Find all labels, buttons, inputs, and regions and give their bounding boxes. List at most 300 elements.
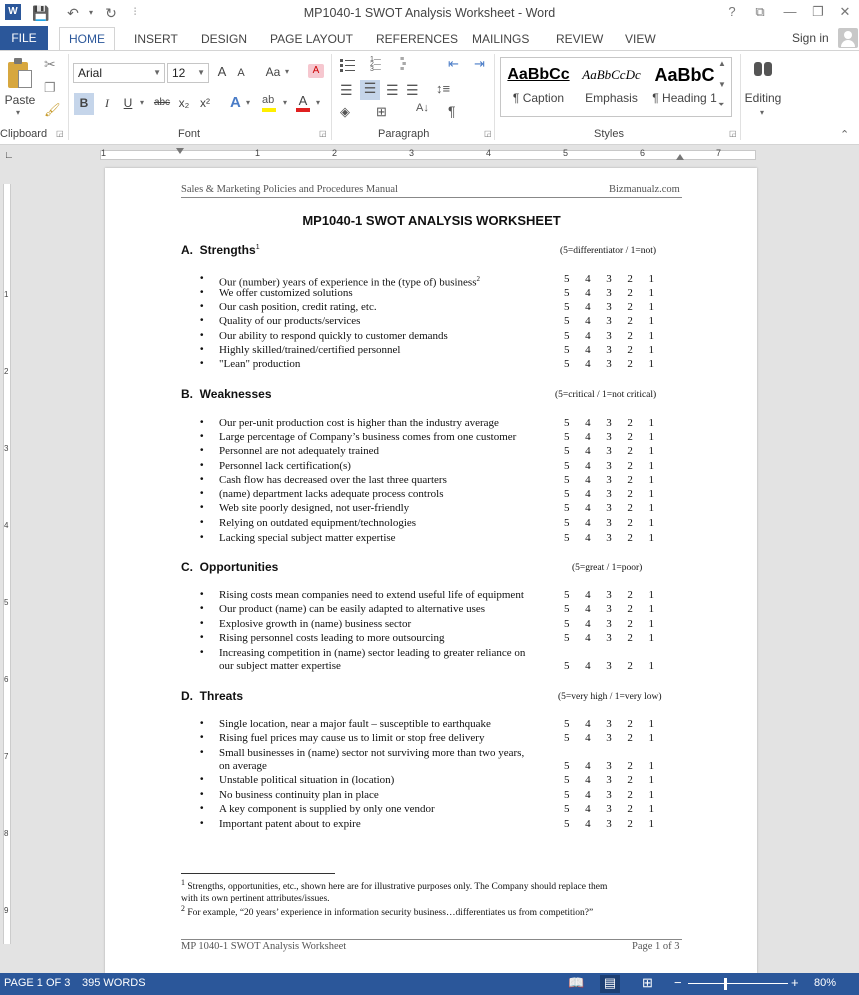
font-color-dropdown-icon[interactable]: ▾: [316, 98, 321, 107]
style-emphasis[interactable]: [576, 59, 647, 115]
web-layout-icon[interactable]: ⊞: [642, 975, 653, 990]
rating-value[interactable]: 1: [648, 502, 654, 514]
swot-item: Lacking special subject matter expertise: [219, 532, 396, 544]
rating-value[interactable]: 5: [564, 732, 570, 744]
text-effects-dropdown-icon[interactable]: ▾: [246, 98, 251, 107]
rating-value[interactable]: 3: [606, 417, 612, 429]
rating-value[interactable]: 4: [585, 358, 591, 370]
rating-value[interactable]: 1: [648, 803, 654, 815]
tab-view[interactable]: VIEW: [625, 32, 656, 46]
minimize-button[interactable]: —: [783, 4, 797, 19]
rating-value[interactable]: 4: [585, 431, 591, 443]
rating-value[interactable]: 5: [564, 358, 570, 370]
tab-home[interactable]: HOME: [59, 27, 115, 51]
vruler-number: 4: [4, 521, 9, 530]
bullet-icon: •: [200, 460, 204, 471]
rating-value[interactable]: 4: [585, 273, 591, 285]
rating-value[interactable]: 5: [564, 532, 570, 544]
undo-icon[interactable]: ↶: [67, 5, 79, 21]
section-heading: B. Weaknesses: [181, 387, 272, 401]
rating-value[interactable]: 1: [648, 344, 654, 356]
bullet-icon: •: [200, 488, 204, 499]
swot-item: Quality of our products/services: [219, 315, 361, 327]
rating-value[interactable]: 5: [564, 431, 570, 443]
styles-group-label: Styles: [594, 128, 624, 140]
swot-item: Unstable political situation in (location): [219, 774, 395, 786]
close-button[interactable]: ✕: [839, 4, 851, 19]
tab-mailings[interactable]: MAILINGS: [472, 32, 530, 46]
rating-value[interactable]: 1: [648, 460, 654, 472]
underline-button[interactable]: U: [123, 96, 133, 110]
rating-value[interactable]: 5: [564, 760, 570, 772]
rating-value[interactable]: 3: [606, 632, 612, 644]
sort-icon[interactable]: A↓: [416, 102, 429, 114]
rating-value[interactable]: 1: [648, 589, 654, 601]
rating-value[interactable]: 2: [627, 502, 633, 514]
ribbon-display-options-button[interactable]: ⧉: [755, 4, 765, 19]
rating-value[interactable]: 1: [648, 431, 654, 443]
rating-value[interactable]: 1: [648, 818, 654, 830]
rating-value[interactable]: 3: [606, 273, 612, 285]
swot-item: Our (number) years of experience in the (type of) business$^2$: [219, 275, 480, 289]
clear-formatting-icon[interactable]: A: [308, 64, 324, 78]
rating-value[interactable]: 3: [606, 488, 612, 500]
undo-dropdown-icon[interactable]: ▾: [88, 8, 93, 17]
font-color-icon[interactable]: A: [296, 93, 310, 111]
font-launcher-icon[interactable]: ◲: [319, 129, 327, 138]
rating-value[interactable]: 5: [564, 818, 570, 830]
rating-options: [564, 803, 654, 815]
rating-value[interactable]: 5: [564, 344, 570, 356]
help-button[interactable]: ?: [728, 4, 736, 19]
rating-value[interactable]: 1: [648, 760, 654, 772]
rating-value[interactable]: 2: [627, 517, 633, 529]
swot-item: Rising costs mean companies need to extend useful life of equipment: [219, 589, 524, 601]
collapse-ribbon-icon[interactable]: ⌃: [840, 129, 850, 141]
cut-icon[interactable]: ✂: [44, 56, 56, 72]
strikethrough-button[interactable]: abc: [153, 97, 171, 108]
rating-value[interactable]: 3: [606, 315, 612, 327]
vruler-number: 6: [4, 675, 9, 684]
vruler-number: 9: [4, 906, 9, 915]
rating-value[interactable]: 5: [564, 315, 570, 327]
rating-value[interactable]: 4: [585, 732, 591, 744]
styles-more-icon[interactable]: ⏷: [718, 100, 725, 109]
rating-value[interactable]: 1: [648, 618, 654, 630]
header-rule: [181, 197, 682, 198]
clipboard-group-label: Clipboard: [0, 128, 48, 140]
rating-value[interactable]: 2: [627, 330, 633, 342]
bullet-icon: •: [200, 732, 204, 743]
rating-value[interactable]: 4: [585, 632, 591, 644]
rating-value[interactable]: 3: [606, 358, 612, 370]
vruler-number: 3: [4, 444, 9, 453]
rating-value[interactable]: 3: [606, 803, 612, 815]
increase-indent-icon[interactable]: ⇥: [474, 56, 485, 71]
justify-icon[interactable]: ☰: [406, 82, 419, 98]
rating-options: [564, 517, 654, 529]
styles-scroll-down-icon[interactable]: ▼: [718, 80, 726, 89]
rating-value[interactable]: 2: [627, 789, 633, 801]
swot-item: Our per-unit production cost is higher than the industry average: [219, 417, 499, 429]
rating-value[interactable]: 2: [627, 774, 633, 786]
zoom-slider-track[interactable]: [688, 983, 788, 984]
swot-item: Rising fuel prices may cause us to limit or stop free delivery: [219, 732, 485, 744]
rating-options: [564, 618, 654, 630]
rating-value[interactable]: 4: [585, 502, 591, 514]
restore-button[interactable]: ❐: [812, 4, 824, 19]
rating-value[interactable]: 1: [648, 417, 654, 429]
bullet-icon: •: [200, 803, 204, 814]
customize-quick-access-icon[interactable]: ⫶: [133, 7, 137, 18]
swot-item: Explosive growth in (name) business sector: [219, 618, 412, 630]
styles-scroll-up-icon[interactable]: ▲: [718, 59, 726, 68]
rating-value[interactable]: 5: [564, 632, 570, 644]
copy-icon[interactable]: ❐: [44, 80, 56, 95]
rating-scale-legend: (5=differentiator / 1=not): [560, 246, 657, 256]
swot-item: No business continuity plan in place: [219, 789, 379, 801]
rating-options: [564, 502, 654, 514]
rating-value[interactable]: 3: [606, 517, 612, 529]
ruler-number: 3: [409, 148, 415, 158]
font-size-combo[interactable]: 12 ▼: [167, 63, 209, 83]
editing-dropdown-icon[interactable]: ▾: [760, 108, 765, 117]
rating-value[interactable]: 4: [585, 818, 591, 830]
tab-design[interactable]: DESIGN: [201, 32, 248, 46]
rating-value[interactable]: 3: [606, 474, 612, 486]
rating-value[interactable]: 4: [585, 532, 591, 544]
read-mode-icon[interactable]: 📖: [568, 975, 585, 990]
bullet-icon: •: [200, 618, 204, 629]
rating-value[interactable]: 3: [606, 718, 612, 730]
rating-value[interactable]: 1: [648, 789, 654, 801]
rating-value[interactable]: 5: [564, 603, 570, 615]
rating-value[interactable]: 5: [564, 502, 570, 514]
rating-value[interactable]: 4: [585, 301, 591, 313]
rating-value[interactable]: 3: [606, 660, 612, 672]
rating-value[interactable]: 2: [627, 431, 633, 443]
rating-value[interactable]: 2: [627, 603, 633, 615]
rating-value[interactable]: 1: [648, 474, 654, 486]
rating-value[interactable]: 1: [648, 660, 654, 672]
vruler-number: 2: [4, 367, 9, 376]
bullet-icon: •: [200, 718, 204, 729]
rating-value[interactable]: 1: [648, 287, 654, 299]
zoom-level[interactable]: 80%: [814, 977, 837, 989]
rating-value[interactable]: 1: [648, 718, 654, 730]
numbering-icon[interactable]: 1— 2— 3—: [370, 56, 381, 73]
rating-value[interactable]: 5: [564, 488, 570, 500]
rating-value[interactable]: 5: [564, 330, 570, 342]
rating-options: [564, 632, 654, 644]
show-hide-marks-icon[interactable]: ¶: [448, 103, 456, 119]
paste-icon[interactable]: [8, 58, 34, 90]
rating-value[interactable]: 1: [648, 532, 654, 544]
rating-options: [564, 589, 654, 601]
rating-value[interactable]: 1: [648, 632, 654, 644]
bullet-icon: •: [200, 789, 204, 800]
rating-value[interactable]: 2: [627, 818, 633, 830]
document-title: MP1040-1 SWOT ANALYSIS WORKSHEET: [302, 213, 561, 228]
print-layout-icon[interactable]: ▤: [600, 975, 620, 993]
tab-page-layout[interactable]: PAGE LAYOUT: [270, 32, 353, 46]
align-left-icon[interactable]: ☰: [340, 82, 353, 98]
rating-value[interactable]: 5: [564, 718, 570, 730]
redo-icon[interactable]: ↻: [105, 5, 117, 21]
ruler-number: 2: [332, 148, 338, 158]
chevron-down-icon: ▼: [153, 68, 161, 77]
align-center-icon[interactable]: ☰: [360, 80, 380, 100]
ruler-number: 6: [640, 148, 646, 158]
rating-value[interactable]: 1: [648, 445, 654, 457]
rating-value[interactable]: 4: [585, 760, 591, 772]
rating-value[interactable]: 5: [564, 273, 570, 285]
bullet-icon: •: [200, 417, 204, 428]
right-indent-marker[interactable]: [676, 154, 684, 160]
tab-references[interactable]: REFERENCES: [376, 32, 459, 46]
rating-value[interactable]: 1: [648, 273, 654, 285]
style-heading-1[interactable]: [649, 59, 720, 115]
bullet-icon: •: [200, 647, 204, 658]
swot-item: Highly skilled/trained/certified personnel: [219, 344, 401, 356]
word-count[interactable]: 395 WORDS: [82, 977, 146, 989]
rating-value[interactable]: 2: [627, 660, 633, 672]
rating-value[interactable]: 3: [606, 330, 612, 342]
subscript-button[interactable]: x₂: [178, 96, 190, 110]
rating-value[interactable]: 2: [627, 417, 633, 429]
underline-dropdown-icon[interactable]: ▾: [140, 98, 145, 107]
highlight-dropdown-icon[interactable]: ▾: [283, 98, 288, 107]
rating-value[interactable]: 2: [627, 273, 633, 285]
horizontal-ruler[interactable]: [0, 146, 859, 164]
style-name: ¶ Caption: [512, 91, 565, 105]
rating-value[interactable]: 2: [627, 445, 633, 457]
align-right-icon[interactable]: ☰: [386, 82, 399, 98]
rating-value[interactable]: 4: [585, 445, 591, 457]
rating-scale-legend: (5=very high / 1=very low): [558, 692, 662, 702]
rating-options: [564, 315, 654, 327]
rating-value[interactable]: 2: [627, 344, 633, 356]
rating-value[interactable]: 3: [606, 445, 612, 457]
zoom-out-button[interactable]: −: [674, 975, 682, 990]
rating-value[interactable]: 2: [627, 732, 633, 744]
rating-value[interactable]: 2: [627, 460, 633, 472]
vertical-ruler[interactable]: [0, 164, 14, 970]
rating-options: [564, 818, 654, 830]
bullet-icon: •: [200, 603, 204, 614]
rating-value[interactable]: 5: [564, 287, 570, 299]
clipboard-launcher-icon[interactable]: ◲: [56, 129, 64, 138]
rating-value[interactable]: 4: [585, 789, 591, 801]
rating-options: [564, 358, 654, 370]
rating-value[interactable]: 5: [564, 789, 570, 801]
rating-value[interactable]: 1: [648, 358, 654, 370]
rating-value[interactable]: 2: [627, 532, 633, 544]
rating-value[interactable]: 3: [606, 789, 612, 801]
multilevel-list-icon[interactable]: ≡ ≡ ≡: [400, 56, 407, 73]
rating-value[interactable]: 1: [648, 774, 654, 786]
zoom-in-button[interactable]: +: [791, 975, 799, 990]
word-app-icon[interactable]: W: [5, 4, 21, 20]
change-case-button[interactable]: Aa: [265, 65, 281, 79]
swot-item: Large percentage of Company’s business comes from one customer: [219, 431, 517, 443]
paste-button[interactable]: Paste: [4, 93, 36, 107]
superscript-button[interactable]: x²: [200, 96, 210, 110]
rating-value[interactable]: 1: [648, 732, 654, 744]
ruler-number: 5: [563, 148, 569, 158]
rating-value[interactable]: 1: [648, 603, 654, 615]
rating-value[interactable]: 4: [585, 287, 591, 299]
rating-value[interactable]: 4: [585, 517, 591, 529]
rating-value[interactable]: 1: [648, 301, 654, 313]
rating-value[interactable]: 3: [606, 502, 612, 514]
rating-value[interactable]: 3: [606, 287, 612, 299]
bullet-icon: •: [200, 818, 204, 829]
bullet-icon: •: [200, 517, 204, 528]
rating-value[interactable]: 5: [564, 589, 570, 601]
format-painter-icon[interactable]: 🖌: [44, 102, 61, 117]
styles-launcher-icon[interactable]: ◲: [729, 129, 737, 138]
rating-value[interactable]: 4: [585, 330, 591, 342]
rating-value[interactable]: 2: [627, 301, 633, 313]
rating-value[interactable]: 2: [627, 760, 633, 772]
rating-value[interactable]: 5: [564, 460, 570, 472]
rating-value[interactable]: 4: [585, 603, 591, 615]
document-page[interactable]: [105, 168, 757, 974]
user-avatar-icon[interactable]: [838, 28, 858, 48]
rating-options: [564, 431, 654, 443]
rating-value[interactable]: 2: [627, 315, 633, 327]
rating-value[interactable]: 3: [606, 344, 612, 356]
tab-file[interactable]: FILE: [0, 26, 48, 50]
swot-item: Increasing competition in (name) sector leading to greater reliance on our subject matter expertise: [219, 647, 526, 672]
rating-value[interactable]: 2: [627, 474, 633, 486]
rating-value[interactable]: 3: [606, 431, 612, 443]
bold-button[interactable]: B: [74, 93, 94, 115]
rating-value[interactable]: 5: [564, 803, 570, 815]
rating-value[interactable]: 5: [564, 417, 570, 429]
rating-scale-legend: (5=critical / 1=not critical): [555, 390, 657, 400]
rating-value[interactable]: 3: [606, 589, 612, 601]
tab-selector[interactable]: ∟: [4, 150, 14, 161]
rating-value[interactable]: 4: [585, 417, 591, 429]
font-name-combo[interactable]: Arial ▼: [73, 63, 165, 83]
font-group-label: Font: [178, 128, 201, 140]
change-case-dropdown-icon[interactable]: ▾: [285, 67, 290, 76]
sign-in-link[interactable]: Sign in: [792, 31, 829, 45]
decrease-indent-icon[interactable]: ⇤: [448, 56, 459, 71]
footer-right: Page 1 of 3: [632, 941, 680, 952]
rating-value[interactable]: 4: [585, 460, 591, 472]
swot-item: Small businesses in (name) sector not surviving more than two years, on average: [219, 747, 525, 772]
rating-options: [564, 603, 654, 615]
bullet-icon: •: [200, 287, 204, 298]
editing-button[interactable]: Editing: [744, 91, 782, 105]
line-spacing-icon[interactable]: ↕≡: [436, 81, 451, 96]
rating-value[interactable]: 3: [606, 618, 612, 630]
rating-value[interactable]: 3: [606, 774, 612, 786]
rating-value[interactable]: 1: [648, 315, 654, 327]
ruler-number: 1: [255, 148, 261, 158]
rating-value[interactable]: 4: [585, 718, 591, 730]
separator: [740, 54, 741, 140]
bullets-icon[interactable]: [340, 57, 356, 73]
rating-value[interactable]: 2: [627, 803, 633, 815]
bullet-icon: •: [200, 330, 204, 341]
rating-value[interactable]: 2: [627, 589, 633, 601]
rating-value[interactable]: 2: [627, 488, 633, 500]
rating-value[interactable]: 4: [585, 660, 591, 672]
rating-value[interactable]: 4: [585, 344, 591, 356]
paste-dropdown-icon[interactable]: ▾: [16, 108, 21, 117]
highlight-icon[interactable]: ab: [262, 94, 276, 112]
rating-value[interactable]: 5: [564, 660, 570, 672]
shrink-font-button[interactable]: A: [237, 67, 245, 79]
rating-value[interactable]: 4: [585, 474, 591, 486]
rating-value[interactable]: 2: [627, 358, 633, 370]
separator: [68, 54, 69, 140]
grow-font-button[interactable]: A: [217, 64, 227, 79]
rating-value[interactable]: 5: [564, 445, 570, 457]
rating-value[interactable]: 4: [585, 774, 591, 786]
rating-value[interactable]: 3: [606, 603, 612, 615]
tab-insert[interactable]: INSERT: [134, 32, 178, 46]
rating-options: [564, 789, 654, 801]
bullet-icon: •: [200, 532, 204, 543]
rating-value[interactable]: 4: [585, 618, 591, 630]
rating-value[interactable]: 3: [606, 818, 612, 830]
rating-value[interactable]: 5: [564, 618, 570, 630]
style-caption[interactable]: [503, 59, 574, 115]
bullet-icon: •: [200, 358, 204, 369]
italic-button[interactable]: I: [105, 96, 109, 110]
rating-value[interactable]: 1: [648, 517, 654, 529]
rating-value[interactable]: 5: [564, 301, 570, 313]
rating-value[interactable]: 3: [606, 460, 612, 472]
rating-value[interactable]: 2: [627, 632, 633, 644]
tab-review[interactable]: REVIEW: [556, 32, 604, 46]
rating-value[interactable]: 1: [648, 330, 654, 342]
rating-value[interactable]: 4: [585, 315, 591, 327]
borders-icon[interactable]: ⊞: [376, 104, 387, 119]
rating-value[interactable]: 4: [585, 488, 591, 500]
rating-value[interactable]: 3: [606, 732, 612, 744]
rating-value[interactable]: 4: [585, 589, 591, 601]
paragraph-launcher-icon[interactable]: ◲: [484, 129, 492, 138]
rating-value[interactable]: 4: [585, 803, 591, 815]
rating-value[interactable]: 5: [564, 517, 570, 529]
text-effects-icon[interactable]: A: [230, 94, 241, 111]
rating-value[interactable]: 2: [627, 287, 633, 299]
rating-options: [564, 732, 654, 744]
rating-value[interactable]: 2: [627, 718, 633, 730]
shading-icon[interactable]: ◈: [340, 104, 350, 119]
bullet-icon: •: [200, 445, 204, 456]
rating-value[interactable]: 5: [564, 774, 570, 786]
rating-value[interactable]: 3: [606, 532, 612, 544]
rating-value[interactable]: 2: [627, 618, 633, 630]
rating-options: [564, 488, 654, 500]
rating-value[interactable]: 3: [606, 301, 612, 313]
save-icon[interactable]: 💾: [32, 5, 50, 21]
page-count[interactable]: PAGE 1 OF 3: [4, 977, 71, 989]
zoom-slider-thumb[interactable]: [724, 978, 727, 990]
rating-value[interactable]: 5: [564, 474, 570, 486]
status-bar: [0, 973, 859, 995]
rating-value[interactable]: 1: [648, 488, 654, 500]
rating-value[interactable]: 3: [606, 760, 612, 772]
left-indent-marker[interactable]: [176, 148, 184, 154]
